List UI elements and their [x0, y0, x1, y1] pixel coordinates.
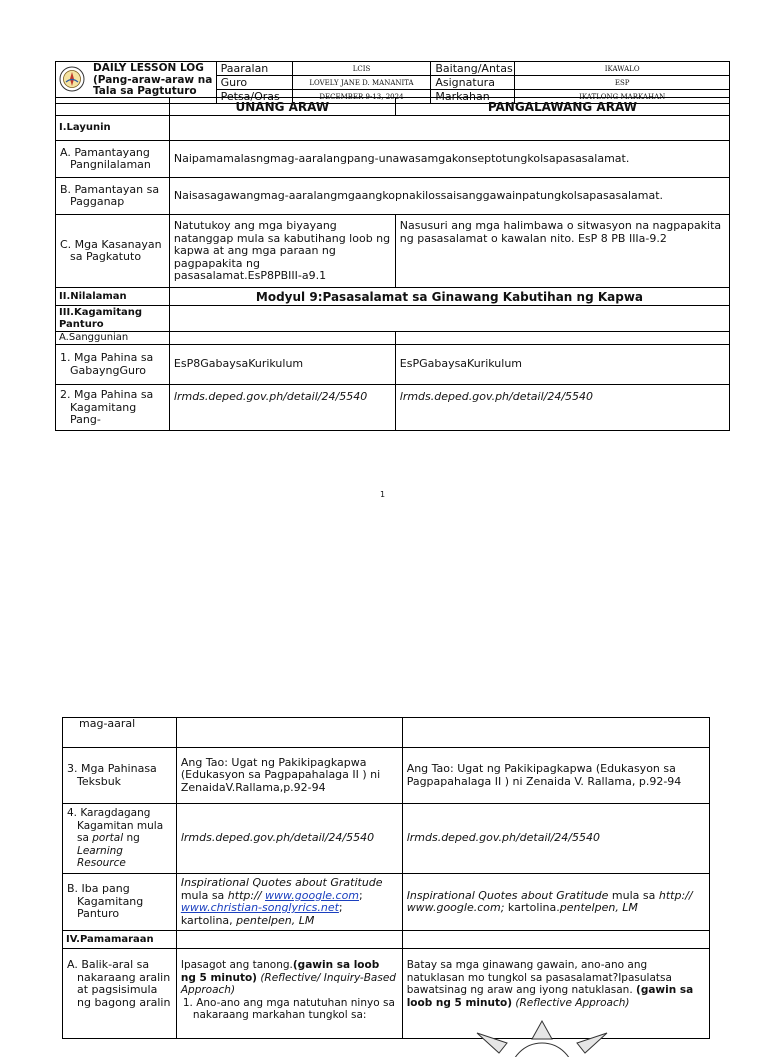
value-paaralan: LCIS — [292, 62, 431, 76]
balik-aral-day2: Batay sa mga ginawang gawain, ano-ano ang natuklasan mo tungkol sa pasasalamat?Ipasulatsa bawatsinag ng araw ang iyong natuklasan. (gawin sa loob ng 5 minuto) (Reflective Approach) — [402, 949, 709, 1039]
label-asignatura: Asignatura — [431, 76, 515, 90]
sanggunian-label: A.Sanggunian — [56, 332, 170, 345]
modyul-title: Modyul 9:Pasasalamat sa Ginawang Kabutihan ng Kapwa — [169, 288, 729, 306]
pahina-kagamitan-day1: lrmds.deped.gov.ph/detail/24/5540 — [169, 385, 395, 431]
pahina-kagamitan-day2: lrmds.deped.gov.ph/detail/24/5540 — [395, 385, 729, 431]
google-link[interactable]: www.google.com — [265, 888, 360, 902]
pahina-gabay-day1: EsP8GabaysaKurikulum — [169, 345, 395, 385]
doc-title: DAILY LESSON LOG (Pang-araw-araw na Tala sa Pagtuturo — [93, 62, 213, 97]
value-baitang: IKAWALO — [515, 62, 730, 76]
page1-main-table — [55, 97, 730, 431]
label-baitang: Baitang/Antas — [431, 62, 515, 76]
sun-diagram-icon — [467, 1017, 617, 1057]
pahina-gabay-day2: EsPGabaysaKurikulum — [395, 345, 729, 385]
pamamaraan-label: IV.Pamamaraan — [63, 931, 177, 949]
value-guro: LOVELY JANE D. MANANITA — [292, 76, 431, 90]
pamantayang-nilalaman-text: Naipamamalasngmag-aaralangpang-unawasamgakonseptotungkolsapasasalamat. — [169, 141, 729, 178]
teksbuk-label: 3. Mga Pahinasa Teksbuk — [63, 748, 177, 804]
kasanayan-day2: Nasusuri ang mga halimbawa o sitwasyon na nagpapakita ng pasasalamat o kawalan nito. EsP 8 PB IIIa-9.2 — [395, 215, 729, 288]
label-paaralan: Paaralan — [216, 62, 292, 76]
day2-heading: PANGALAWANG ARAW — [395, 98, 729, 116]
continued-label: mag-aaral — [63, 718, 177, 748]
karagdagang-label: 4. Karagdagang Kagamitan mula sa portal ng Learning Resource — [63, 804, 177, 874]
layunin-label: I.Layunin — [56, 116, 170, 141]
pahina-gabay-label: 1. Mga Pahina sa GabayngGuro — [56, 345, 170, 385]
iba-pang-kagamitan-day2: Inspirational Quotes about Gratitude mula sa http:// www.google.com; kartolina.pentelpen, LM — [402, 874, 709, 931]
pamantayan-pagganap-text: Naisasagawangmag-aaralangmgaangkopnakilossaisanggawainpatungkolsapasasalamat. — [169, 178, 729, 215]
balik-aral-day1: Ipasagot ang tanong.(gawin sa loob ng 5 minuto) (Reflective/ Inquiry-Based Approach) 1. Ano-ano ang mga natutuhan ninyo sa nakaraang markahan tungkol sa: — [176, 949, 402, 1039]
label-guro: Guro — [216, 76, 292, 90]
karagdagang-day1: lrmds.deped.gov.ph/detail/24/5540 — [176, 804, 402, 874]
teksbuk-day2: Ang Tao: Ugat ng Pakikipagkapwa (Edukasyon sa Pagpapahalaga II ) ni Zenaida V. Rallama, p.92-94 — [402, 748, 709, 804]
day1-heading: UNANG ARAW — [169, 98, 395, 116]
page2-main-table — [62, 717, 710, 1039]
pamantayang-nilalaman-label: A. Pamantayang Pangnilalaman — [56, 141, 170, 178]
christian-songlyrics-link[interactable]: www.christian-songlyrics.net — [180, 901, 339, 914]
kasanayan-day1: Natutukoy ang mga biyayang natanggap mula sa kabutihang loob ng kapwa at ang mga paraan ng pagpapakita ng pasasalamat.EsP8PBIII-a9.1 — [169, 215, 395, 288]
label-markahan: Markahan — [431, 90, 515, 104]
label-petsa: Petsa/Oras — [216, 90, 292, 104]
kagamitan-label: III.Kagamitang Panturo — [56, 306, 170, 332]
nilalaman-label: II.Nilalaman — [56, 288, 170, 306]
page-number: 1 — [380, 490, 386, 499]
pahina-kagamitan-label: 2. Mga Pahina sa Kagamitang Pang- — [56, 385, 170, 431]
teksbuk-day1: Ang Tao: Ugat ng Pakikipagkapwa (Edukasyon sa Pagpapahalaga II ) ni ZenaidaV.Rallama,p.92-94 — [176, 748, 402, 804]
iba-pang-kagamitan-day1: Inspirational Quotes about Gratitude mula sa http:// www.google.com; www.christian-songlyrics.net; kartolina, pentelpen, LM — [176, 874, 402, 931]
karagdagang-day2: lrmds.deped.gov.ph/detail/24/5540 — [402, 804, 709, 874]
value-asignatura: ESP — [515, 76, 730, 90]
pamantayan-pagganap-label: B. Pamantayan sa Pagganap — [56, 178, 170, 215]
deped-seal-icon — [59, 66, 85, 92]
kasanayan-label: C. Mga Kasanayan sa Pagkatuto — [56, 215, 170, 288]
iba-pang-kagamitan-label: B. Iba pang Kagamitang Panturo — [63, 874, 177, 931]
value-petsa: DECEMBER 9-13, 2024 — [292, 90, 431, 104]
balik-aral-label: A. Balik-aral sa nakaraang aralin at pagsisimula ng bagong aralin — [63, 949, 177, 1039]
value-markahan: IKATLONG MARKAHAN — [515, 90, 730, 104]
